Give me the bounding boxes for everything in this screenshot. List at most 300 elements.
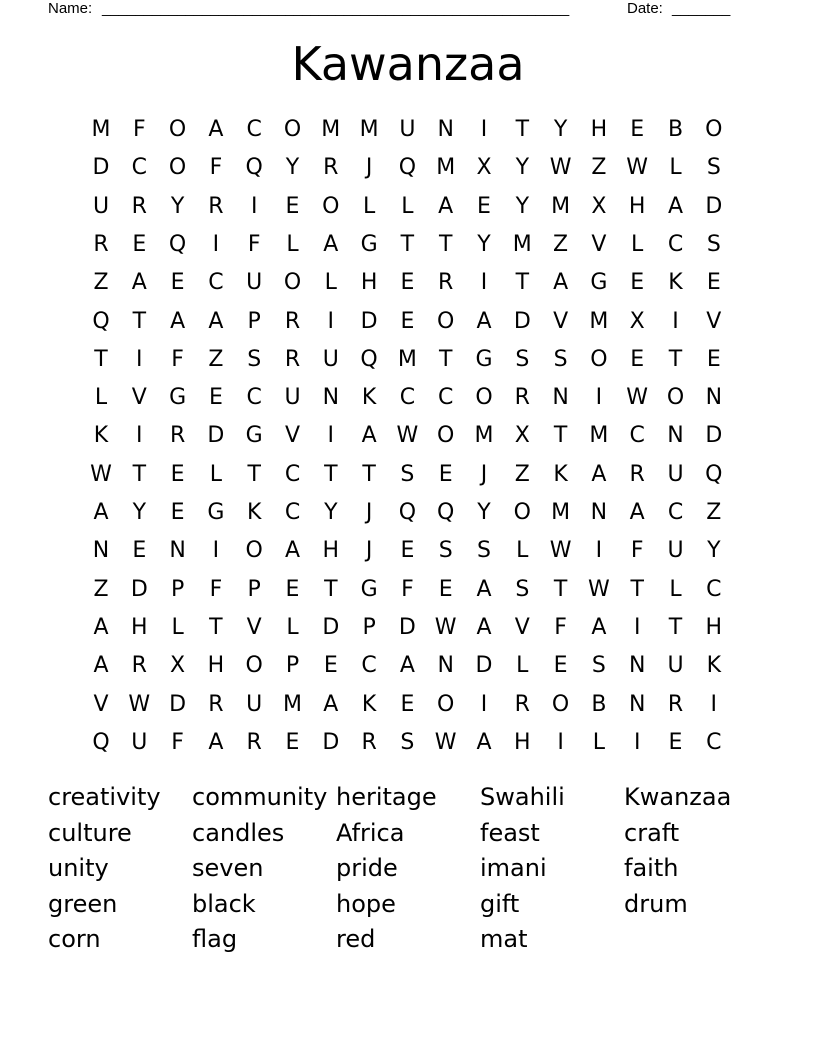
grid-letter[interactable]: H: [360, 270, 378, 296]
grid-letter[interactable]: M: [551, 500, 571, 525]
grid-letter[interactable]: A: [629, 500, 645, 525]
grid-letter[interactable]: N: [552, 385, 569, 411]
grid-letter[interactable]: A: [93, 653, 109, 679]
grid-letter[interactable]: I: [595, 538, 603, 564]
grid-letter[interactable]: G: [590, 270, 608, 296]
grid-letter[interactable]: A: [667, 193, 684, 219]
grid-letter[interactable]: I: [710, 691, 718, 717]
grid-letter[interactable]: T: [515, 270, 530, 296]
grid-letter[interactable]: F: [132, 117, 146, 142]
grid-letter[interactable]: H: [590, 117, 608, 142]
grid-letter[interactable]: E: [668, 729, 683, 755]
grid-letter[interactable]: L: [286, 614, 299, 640]
grid-letter[interactable]: T: [438, 231, 453, 257]
grid-letter[interactable]: D: [705, 423, 723, 449]
grid-letter[interactable]: Y: [515, 155, 530, 181]
grid-letter[interactable]: U: [131, 729, 148, 755]
grid-letter[interactable]: Y: [477, 500, 491, 525]
grid-letter[interactable]: T: [515, 117, 530, 142]
grid-letter[interactable]: V: [706, 308, 722, 334]
letter-grid[interactable]: [82, 111, 732, 761]
grid-letter[interactable]: E: [208, 385, 223, 411]
grid-letter[interactable]: D: [513, 308, 531, 334]
grid-letter[interactable]: M: [321, 117, 341, 142]
grid-letter[interactable]: F: [630, 538, 644, 564]
grid-letter[interactable]: L: [516, 653, 529, 679]
grid-letter[interactable]: M: [474, 423, 494, 449]
grid-letter[interactable]: G: [207, 500, 225, 525]
grid-letter[interactable]: D: [322, 729, 340, 755]
grid-letter[interactable]: Z: [93, 576, 109, 602]
grid-letter[interactable]: E: [285, 729, 300, 755]
grid-letter[interactable]: V: [93, 691, 109, 717]
grid-letter[interactable]: X: [476, 155, 492, 181]
grid-letter[interactable]: N: [628, 653, 646, 679]
grid-letter[interactable]: L: [171, 614, 184, 640]
grid-letter[interactable]: U: [246, 691, 263, 717]
grid-letter[interactable]: E: [477, 193, 491, 219]
grid-letter[interactable]: A: [438, 193, 454, 219]
grid-letter[interactable]: Q: [92, 308, 110, 334]
grid-letter[interactable]: W: [549, 155, 572, 181]
grid-letter[interactable]: E: [400, 270, 415, 296]
grid-letter[interactable]: S: [553, 346, 568, 372]
grid-letter[interactable]: M: [359, 117, 379, 142]
grid-letter[interactable]: V: [246, 614, 262, 640]
grid-letter[interactable]: O: [666, 385, 685, 411]
grid-letter[interactable]: E: [400, 691, 415, 717]
grid-letter[interactable]: L: [669, 576, 682, 602]
grid-letter[interactable]: S: [400, 729, 415, 755]
grid-letter[interactable]: I: [327, 423, 335, 449]
grid-letter[interactable]: N: [628, 691, 646, 717]
grid-letter[interactable]: L: [94, 385, 108, 411]
grid-letter[interactable]: U: [246, 270, 263, 296]
grid-letter[interactable]: Q: [92, 729, 110, 755]
header: [0, 0, 816, 18]
grid-letter[interactable]: T: [324, 576, 338, 602]
grid-letter[interactable]: Z: [208, 346, 224, 372]
grid-letter[interactable]: T: [668, 346, 683, 372]
grid-letter[interactable]: W: [626, 385, 649, 411]
grid-letter[interactable]: E: [438, 576, 453, 602]
grid-letter[interactable]: I: [672, 308, 679, 334]
grid-letter[interactable]: I: [480, 691, 488, 717]
grid-letter[interactable]: B: [591, 691, 607, 717]
grid-letter[interactable]: O: [437, 423, 455, 449]
grid-letter[interactable]: O: [475, 385, 493, 411]
grid-letter[interactable]: C: [246, 117, 262, 142]
grid-letter[interactable]: O: [322, 193, 340, 219]
grid-letter[interactable]: L: [401, 193, 414, 219]
grid-letter[interactable]: B: [667, 117, 684, 142]
grid-letter[interactable]: A: [476, 729, 492, 755]
grid-letter[interactable]: Z: [591, 155, 607, 181]
grid-letter[interactable]: U: [322, 346, 339, 372]
grid-letter[interactable]: I: [633, 614, 641, 640]
grid-letter[interactable]: O: [283, 270, 302, 296]
grid-letter[interactable]: E: [630, 346, 645, 372]
grid-letter[interactable]: D: [475, 653, 493, 679]
grid-letter[interactable]: R: [629, 461, 645, 487]
grid-letter[interactable]: I: [480, 117, 488, 142]
grid-letter[interactable]: Y: [132, 500, 147, 525]
date-field[interactable]: _______: [672, 0, 731, 17]
grid-letter[interactable]: I: [595, 385, 603, 411]
grid-letter[interactable]: I: [136, 346, 143, 372]
grid-letter[interactable]: E: [706, 270, 721, 296]
grid-letter[interactable]: A: [93, 500, 109, 525]
grid-row: [82, 111, 732, 149]
grid-letter[interactable]: T: [668, 614, 683, 640]
grid-letter[interactable]: I: [212, 538, 220, 564]
grid-letter[interactable]: O: [245, 538, 263, 564]
grid-letter[interactable]: T: [247, 461, 261, 487]
grid-letter[interactable]: W: [434, 614, 457, 640]
grid-letter[interactable]: P: [285, 653, 300, 679]
grid-letter[interactable]: V: [284, 423, 301, 449]
grid-letter[interactable]: M: [91, 117, 111, 142]
grid-letter[interactable]: W: [128, 691, 151, 717]
grid-letter[interactable]: A: [476, 576, 492, 602]
grid-letter[interactable]: J: [365, 538, 373, 564]
grid-letter[interactable]: K: [93, 423, 109, 449]
grid-letter[interactable]: R: [438, 270, 454, 296]
grid-letter[interactable]: U: [92, 193, 110, 219]
grid-letter[interactable]: R: [246, 729, 262, 755]
grid-letter[interactable]: J: [480, 461, 488, 487]
grid-letter[interactable]: Q: [398, 155, 417, 181]
grid-letter[interactable]: K: [706, 653, 722, 679]
grid-row: [82, 226, 732, 264]
grid-letter[interactable]: N: [705, 385, 723, 411]
grid-letter[interactable]: U: [284, 385, 301, 411]
grid-letter[interactable]: M: [397, 346, 417, 372]
grid-letter[interactable]: T: [438, 346, 453, 372]
grid-letter[interactable]: Q: [168, 231, 187, 257]
grid-letter[interactable]: S: [477, 538, 491, 564]
grid-letter[interactable]: I: [633, 729, 641, 755]
grid-letter[interactable]: O: [590, 346, 608, 372]
grid-letter[interactable]: F: [171, 729, 184, 755]
grid-letter[interactable]: E: [170, 270, 185, 296]
grid-letter[interactable]: I: [136, 423, 143, 449]
grid-letter[interactable]: K: [361, 691, 377, 717]
grid-letter[interactable]: O: [283, 117, 302, 142]
grid-letter[interactable]: M: [551, 193, 571, 219]
grid-letter[interactable]: Z: [553, 231, 569, 257]
grid-letter[interactable]: K: [246, 500, 262, 525]
grid-letter[interactable]: Y: [477, 231, 491, 257]
grid-letter[interactable]: P: [247, 576, 261, 602]
grid-letter[interactable]: O: [245, 653, 263, 679]
grid-letter[interactable]: O: [437, 691, 455, 717]
grid-letter[interactable]: O: [705, 117, 723, 142]
grid-letter[interactable]: Y: [707, 538, 721, 564]
grid-letter[interactable]: K: [668, 270, 683, 296]
grid-letter[interactable]: Q: [705, 461, 723, 487]
grid-letter[interactable]: R: [169, 423, 186, 449]
grid-letter[interactable]: E: [438, 461, 453, 487]
grid-letter[interactable]: G: [245, 423, 263, 449]
grid-letter[interactable]: C: [131, 155, 147, 181]
grid-letter[interactable]: Y: [515, 193, 530, 219]
grid-letter[interactable]: W: [549, 538, 572, 564]
grid-letter[interactable]: Q: [360, 346, 378, 372]
grid-letter[interactable]: Y: [285, 155, 300, 181]
grid-letter[interactable]: E: [323, 653, 338, 679]
grid-letter[interactable]: A: [284, 538, 301, 564]
grid-letter[interactable]: C: [438, 385, 454, 411]
word-bank-item: heritage: [336, 783, 437, 811]
grid-letter[interactable]: A: [93, 614, 109, 640]
grid-letter[interactable]: A: [170, 308, 186, 334]
grid-letter[interactable]: R: [284, 308, 301, 334]
grid-letter[interactable]: R: [514, 385, 530, 411]
grid-letter[interactable]: P: [247, 308, 261, 334]
grid-letter[interactable]: T: [132, 308, 147, 334]
grid-letter[interactable]: W: [626, 155, 649, 181]
grid-letter[interactable]: N: [92, 538, 110, 564]
grid-letter[interactable]: F: [554, 614, 567, 640]
grid-letter[interactable]: T: [362, 461, 376, 487]
grid-letter[interactable]: V: [553, 308, 569, 334]
grid-letter[interactable]: A: [553, 270, 569, 296]
grid-letter[interactable]: L: [516, 538, 529, 564]
grid-letter[interactable]: W: [434, 729, 457, 755]
grid-letter[interactable]: N: [437, 117, 454, 142]
grid-letter[interactable]: Z: [93, 270, 109, 296]
grid-letter[interactable]: I: [557, 729, 564, 755]
grid-letter[interactable]: S: [247, 346, 262, 372]
grid-letter[interactable]: A: [208, 308, 224, 334]
grid-letter[interactable]: D: [360, 308, 378, 334]
grid-letter[interactable]: A: [323, 691, 339, 717]
grid-letter[interactable]: E: [630, 117, 645, 142]
grid-letter[interactable]: D: [322, 614, 340, 640]
grid-letter[interactable]: K: [361, 385, 377, 411]
grid-letter[interactable]: H: [514, 729, 531, 755]
grid-letter[interactable]: A: [591, 461, 607, 487]
grid-letter[interactable]: A: [208, 117, 224, 142]
grid-letter[interactable]: E: [553, 653, 568, 679]
grid-letter[interactable]: C: [706, 576, 722, 602]
grid-letter[interactable]: D: [398, 614, 416, 640]
grid-letter[interactable]: Q: [245, 155, 263, 181]
word-bank-item: faith: [624, 854, 679, 882]
grid-letter[interactable]: V: [131, 385, 147, 411]
grid-letter[interactable]: A: [476, 614, 492, 640]
grid-letter[interactable]: C: [284, 500, 301, 525]
grid-letter[interactable]: S: [706, 155, 721, 181]
grid-letter[interactable]: F: [247, 231, 261, 257]
grid-letter[interactable]: A: [399, 653, 415, 679]
grid-letter[interactable]: Z: [514, 461, 530, 487]
grid-letter[interactable]: W: [588, 576, 610, 602]
grid-letter[interactable]: Q: [398, 500, 417, 525]
grid-letter[interactable]: H: [131, 614, 148, 640]
grid-letter[interactable]: E: [400, 308, 415, 334]
name-field[interactable]: ________________________________________________________: [102, 0, 570, 17]
grid-letter[interactable]: I: [327, 308, 335, 334]
grid-letter[interactable]: F: [209, 155, 223, 181]
word-bank-item: seven: [192, 854, 264, 882]
grid-letter[interactable]: S: [438, 538, 453, 564]
grid-letter[interactable]: T: [132, 461, 147, 487]
grid-letter[interactable]: R: [514, 691, 530, 717]
grid-letter[interactable]: X: [170, 653, 186, 679]
grid-letter[interactable]: T: [630, 576, 644, 602]
grid-letter[interactable]: L: [592, 729, 606, 755]
grid-letter[interactable]: R: [131, 653, 147, 679]
grid-letter[interactable]: I: [250, 193, 258, 219]
grid-letter[interactable]: L: [362, 193, 376, 219]
grid-letter[interactable]: I: [212, 231, 220, 257]
grid-letter[interactable]: T: [553, 423, 568, 449]
grid-letter[interactable]: Q: [437, 500, 455, 525]
grid-letter[interactable]: F: [209, 576, 223, 602]
grid-letter[interactable]: T: [553, 576, 568, 602]
grid-letter[interactable]: U: [399, 117, 416, 142]
grid-letter[interactable]: R: [284, 346, 301, 372]
grid-letter[interactable]: Y: [553, 117, 568, 142]
grid-letter[interactable]: C: [667, 231, 684, 257]
grid-letter[interactable]: T: [94, 346, 108, 372]
grid-letter[interactable]: S: [706, 231, 721, 257]
grid-letter[interactable]: C: [246, 385, 262, 411]
grid-letter[interactable]: E: [170, 500, 185, 525]
grid-letter[interactable]: M: [512, 231, 532, 257]
grid-letter[interactable]: M: [283, 691, 302, 717]
grid-letter[interactable]: L: [286, 231, 299, 257]
grid-letter[interactable]: R: [208, 193, 224, 219]
grid-letter[interactable]: X: [629, 308, 645, 334]
grid-letter[interactable]: C: [361, 653, 377, 679]
grid-letter[interactable]: X: [591, 193, 607, 219]
grid-letter[interactable]: N: [322, 385, 340, 411]
grid-letter[interactable]: U: [667, 461, 684, 487]
grid-letter[interactable]: L: [324, 270, 337, 296]
grid-letter[interactable]: Y: [324, 500, 338, 525]
grid-letter[interactable]: S: [591, 653, 606, 679]
grid-letter[interactable]: O: [168, 155, 187, 181]
word-bank-item: hope: [336, 889, 396, 918]
grid-letter[interactable]: O: [513, 500, 531, 525]
grid-letter[interactable]: U: [667, 538, 684, 564]
grid-letter[interactable]: Z: [706, 500, 722, 525]
grid-letter[interactable]: X: [514, 423, 530, 449]
grid-letter[interactable]: S: [515, 346, 530, 372]
grid-letter[interactable]: G: [169, 385, 187, 411]
grid-letter[interactable]: A: [361, 423, 377, 449]
grid-letter[interactable]: O: [437, 308, 455, 334]
grid-letter[interactable]: G: [360, 231, 378, 257]
grid-letter[interactable]: A: [131, 270, 147, 296]
grid-letter[interactable]: D: [169, 691, 187, 717]
grid-letter[interactable]: G: [475, 346, 493, 372]
grid-letter[interactable]: E: [285, 193, 300, 219]
grid-letter[interactable]: C: [706, 729, 722, 755]
grid-letter[interactable]: F: [401, 576, 414, 602]
grid-letter[interactable]: V: [591, 231, 607, 257]
grid-letter[interactable]: R: [93, 231, 109, 257]
grid-letter[interactable]: A: [591, 614, 607, 640]
grid-letter[interactable]: Y: [170, 193, 185, 219]
grid-letter[interactable]: P: [170, 576, 185, 602]
grid-letter[interactable]: N: [667, 423, 684, 449]
grid-letter[interactable]: K: [553, 461, 568, 487]
grid-letter[interactable]: M: [436, 155, 456, 181]
grid-letter[interactable]: N: [437, 653, 454, 679]
grid-letter[interactable]: J: [365, 500, 373, 525]
grid-letter[interactable]: C: [399, 385, 416, 411]
grid-letter[interactable]: W: [396, 423, 419, 449]
grid-letter[interactable]: U: [667, 653, 684, 679]
grid-letter[interactable]: S: [400, 461, 415, 487]
grid-letter[interactable]: E: [706, 346, 721, 372]
grid-letter[interactable]: R: [208, 691, 224, 717]
grid-letter[interactable]: V: [514, 614, 530, 640]
grid-letter[interactable]: N: [169, 538, 186, 564]
grid-letter[interactable]: G: [360, 576, 378, 602]
grid-letter[interactable]: F: [171, 346, 184, 372]
grid-letter[interactable]: D: [705, 193, 723, 219]
grid-letter[interactable]: C: [284, 461, 301, 487]
grid-letter[interactable]: R: [131, 193, 147, 219]
grid-letter[interactable]: R: [667, 691, 684, 717]
grid-letter[interactable]: E: [132, 538, 147, 564]
grid-letter[interactable]: A: [208, 729, 224, 755]
word-bank-item: corn: [48, 925, 101, 953]
grid-letter[interactable]: D: [92, 155, 110, 181]
grid-letter[interactable]: L: [209, 461, 223, 487]
grid-letter[interactable]: O: [168, 117, 187, 142]
grid-letter[interactable]: O: [551, 691, 570, 717]
grid-letter[interactable]: M: [589, 308, 609, 334]
grid-letter[interactable]: R: [323, 155, 339, 181]
grid-letter[interactable]: H: [207, 653, 225, 679]
grid-letter[interactable]: C: [629, 423, 645, 449]
grid-letter[interactable]: E: [170, 461, 185, 487]
grid-letter[interactable]: P: [362, 614, 376, 640]
grid-letter[interactable]: L: [631, 231, 644, 257]
grid-letter[interactable]: T: [400, 231, 415, 257]
grid-letter[interactable]: A: [476, 308, 492, 334]
grid-letter[interactable]: E: [132, 231, 147, 257]
grid-letter[interactable]: C: [208, 270, 224, 296]
grid-letter[interactable]: H: [705, 614, 723, 640]
grid-letter[interactable]: L: [669, 155, 682, 181]
grid-letter[interactable]: H: [628, 193, 646, 219]
grid-letter[interactable]: N: [590, 500, 608, 525]
grid-letter[interactable]: H: [322, 538, 340, 564]
grid-letter[interactable]: I: [480, 270, 488, 296]
grid-letter[interactable]: T: [209, 614, 223, 640]
grid-letter[interactable]: A: [323, 231, 339, 257]
grid-letter[interactable]: E: [285, 576, 300, 602]
grid-letter[interactable]: D: [207, 423, 225, 449]
grid-letter[interactable]: E: [630, 270, 645, 296]
grid-letter[interactable]: W: [90, 461, 112, 487]
grid-letter[interactable]: E: [400, 538, 415, 564]
grid-letter[interactable]: S: [515, 576, 530, 602]
grid-letter[interactable]: D: [130, 576, 148, 602]
grid-letter[interactable]: M: [589, 423, 609, 449]
grid-letter[interactable]: R: [361, 729, 377, 755]
grid-letter[interactable]: C: [667, 500, 684, 525]
grid-letter[interactable]: T: [324, 461, 338, 487]
grid-letter[interactable]: J: [365, 155, 373, 181]
